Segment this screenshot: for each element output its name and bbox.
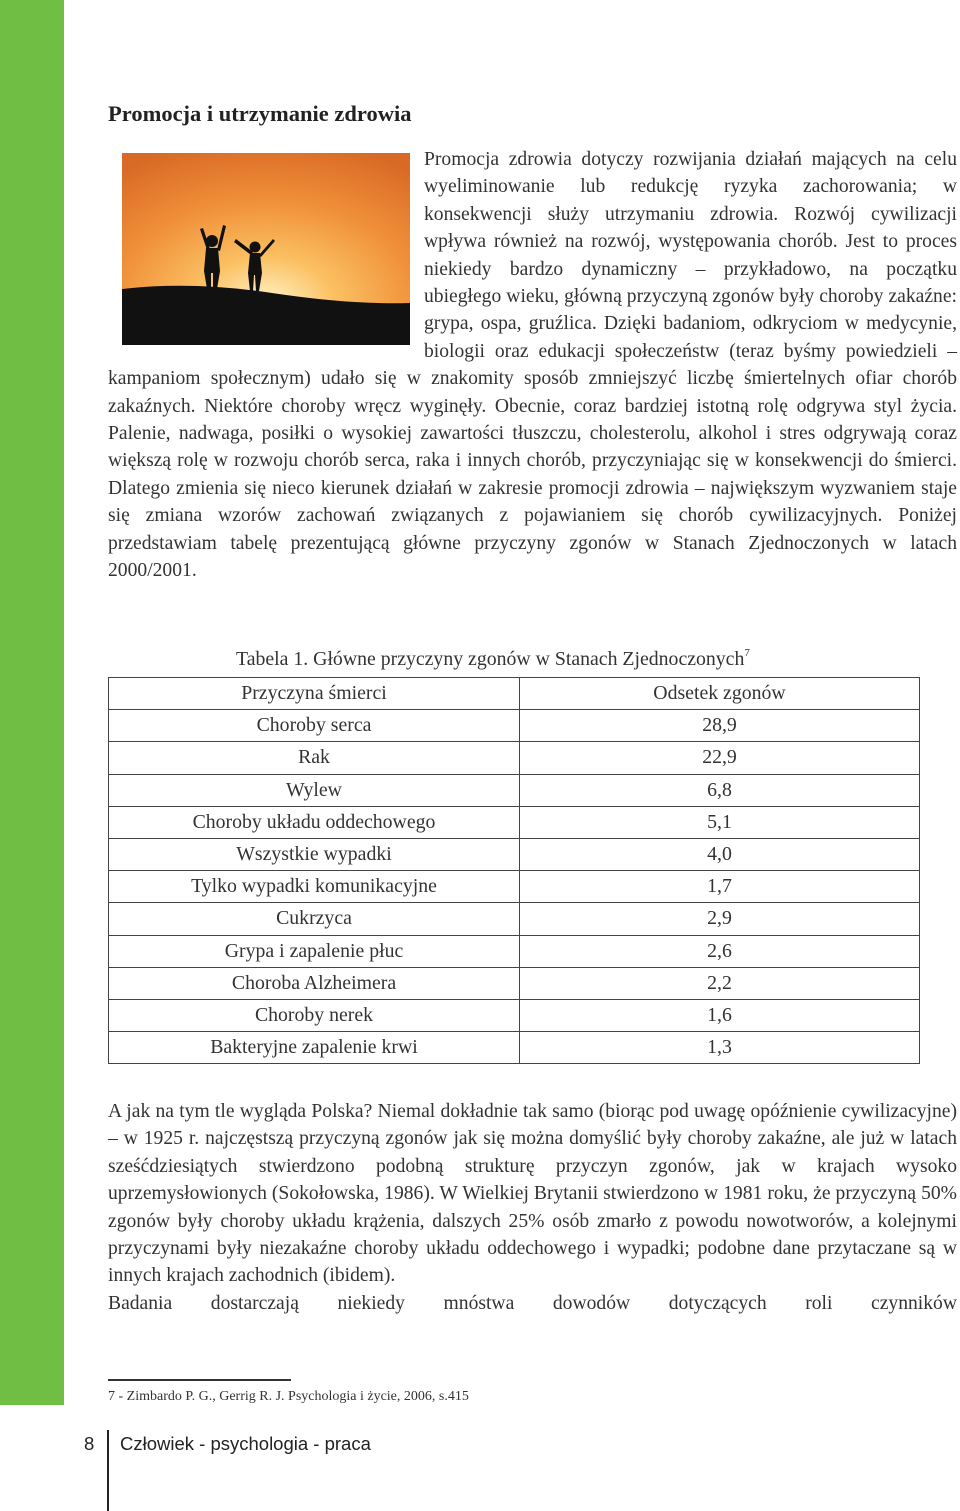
table-caption [236,648,750,671]
table-row [109,806,920,838]
table-row [109,774,920,806]
table-row [109,999,920,1031]
percentage-cell: 4,0 [520,838,920,870]
table-row [109,903,920,935]
percentage-cell: 2,2 [520,967,920,999]
percentage-cell: 2,6 [520,935,920,967]
cause-cell: Tylko wypadki komunikacyjne [109,871,520,903]
continuation-line: Badania dostarczają niekiedy mnóstwa dowodów dotyczących roli czynników [108,1292,957,1314]
outro-text-block [108,1098,957,1317]
cause-cell: Wylew [109,774,520,806]
table-row [109,967,920,999]
cause-cell: Choroba Alzheimera [109,967,520,999]
percentage-cell: 28,9 [520,710,920,742]
table-header-row [109,678,920,710]
percentage-cell: 6,8 [520,774,920,806]
image-wrap-spacer [108,146,424,349]
cause-cell: Grypa i zapalenie płuc [109,935,520,967]
intro-text-block [108,146,957,585]
percentage-cell: 1,7 [520,871,920,903]
table-row [109,871,920,903]
cause-cell: Choroby nerek [109,999,520,1031]
intro-paragraph: Promocja zdrowia dotyczy rozwijania działań mających na celu wyeliminowanie lub redukcję ryzyka zachorowania; w konsekwencji służy utrzymaniu zdrowia. Rozwój cywilizacji wpływa również na rozwój, występowania chorób. Jest to proces niekiedy bardzo dynamiczny – przykładowo, na początku ubiegłego wieku, główną przyczyną zgonów były choroby zakaźne: grypa, ospa, gruźlica. Dzięki badaniom, odkryciom w medycynie, biologii oraz edukacji społeczeństw (teraz byśmy powiedzieli – kampaniom społecznym) udało się w znakomity sposób zmniejszyć liczbę śmiertelnych ofiar chorób zakaźnych. Niektóre choroby wręcz wyginęły. Obecnie, coraz bardziej istotną rolę odgrywa styl życia. Palenie, nadwaga, posiłki o wysokiej zawartości tłuszczu, cholesterolu, alkohol i stres odgrywają coraz większą rolę w rozwoju chorób serca, raka i innych chorób, przyczyniając się w konsekwencji do śmierci. Dlatego zmienia się nieco kierunek działań w zakresie promocji zdrowia – największym wyzwaniem staje się zmiana wzorów zachowań związanych z pojawianiem się chorób cywilizacyjnych. Poniżej przedstawiam tabelę prezentującą główne przyczyny zgonów w Stanach Zjednoczonych w latach 2000/2001. [108,149,957,582]
cause-cell: Choroby układu oddechowego [109,806,520,838]
cause-cell: Wszystkie wypadki [109,838,520,870]
percentage-cell: 5,1 [520,806,920,838]
table-caption-text: Tabela 1. Główne przyczyny zgonów w Stanach Zjednoczonych [236,648,745,670]
footnote-reference: 7 [744,647,750,659]
percentage-cell: 22,9 [520,742,920,774]
header-cause: Przyczyna śmierci [109,678,520,710]
page-number: 8 [84,1433,95,1454]
header-percentage: Odsetek zgonów [520,678,920,710]
percentage-cell: 1,3 [520,1032,920,1064]
footer-divider [107,1430,109,1511]
cause-cell: Cukrzyca [109,903,520,935]
cause-cell: Choroby serca [109,710,520,742]
death-causes-table [108,677,920,1064]
section-heading: Promocja i utrzymanie zdrowia [108,101,412,126]
table-row [109,1032,920,1064]
percentage-cell: 2,9 [520,903,920,935]
footnote-rule [108,1379,291,1381]
footnote: 7 - Zimbardo P. G., Gerrig R. J. Psychologia i życie, 2006, s.415 [108,1389,469,1404]
percentage-cell: 1,6 [520,999,920,1031]
table-body [109,710,920,1064]
table-row [109,710,920,742]
table-row [109,742,920,774]
table-row [109,838,920,870]
table-row [109,935,920,967]
outro-paragraph: A jak na tym tle wygląda Polska? Niemal dokładnie tak samo (biorąc pod uwagę opóźnienie cywilizacyjne) – w 1925 r. najczęstszą przyczyną zgonów jak się można domyślić były choroby zakaźne, ale już w latach sześćdziesiątych stwierdzono podobną strukturę przyczyn zgonów, jak w krajach wysoko uprzemysłowionych (Sokołowska, 1986). W Wielkiej Brytanii stwierdzono w 1981 roku, że przyczyną 50% zgonów były choroby układu krążenia, dalszych 25% osób zmarło z powodu nowotworów, a kolejnymi przyczynami były niezakaźne choroby układu oddechowego i wypadki; podobne dane przytaczane są w innych krajach zachodnich (ibidem). [108,1101,957,1287]
running-title: Człowiek - psychologia - praca [120,1433,371,1454]
cause-cell: Bakteryjne zapalenie krwi [109,1032,520,1064]
green-margin-bar [0,0,64,1405]
cause-cell: Rak [109,742,520,774]
